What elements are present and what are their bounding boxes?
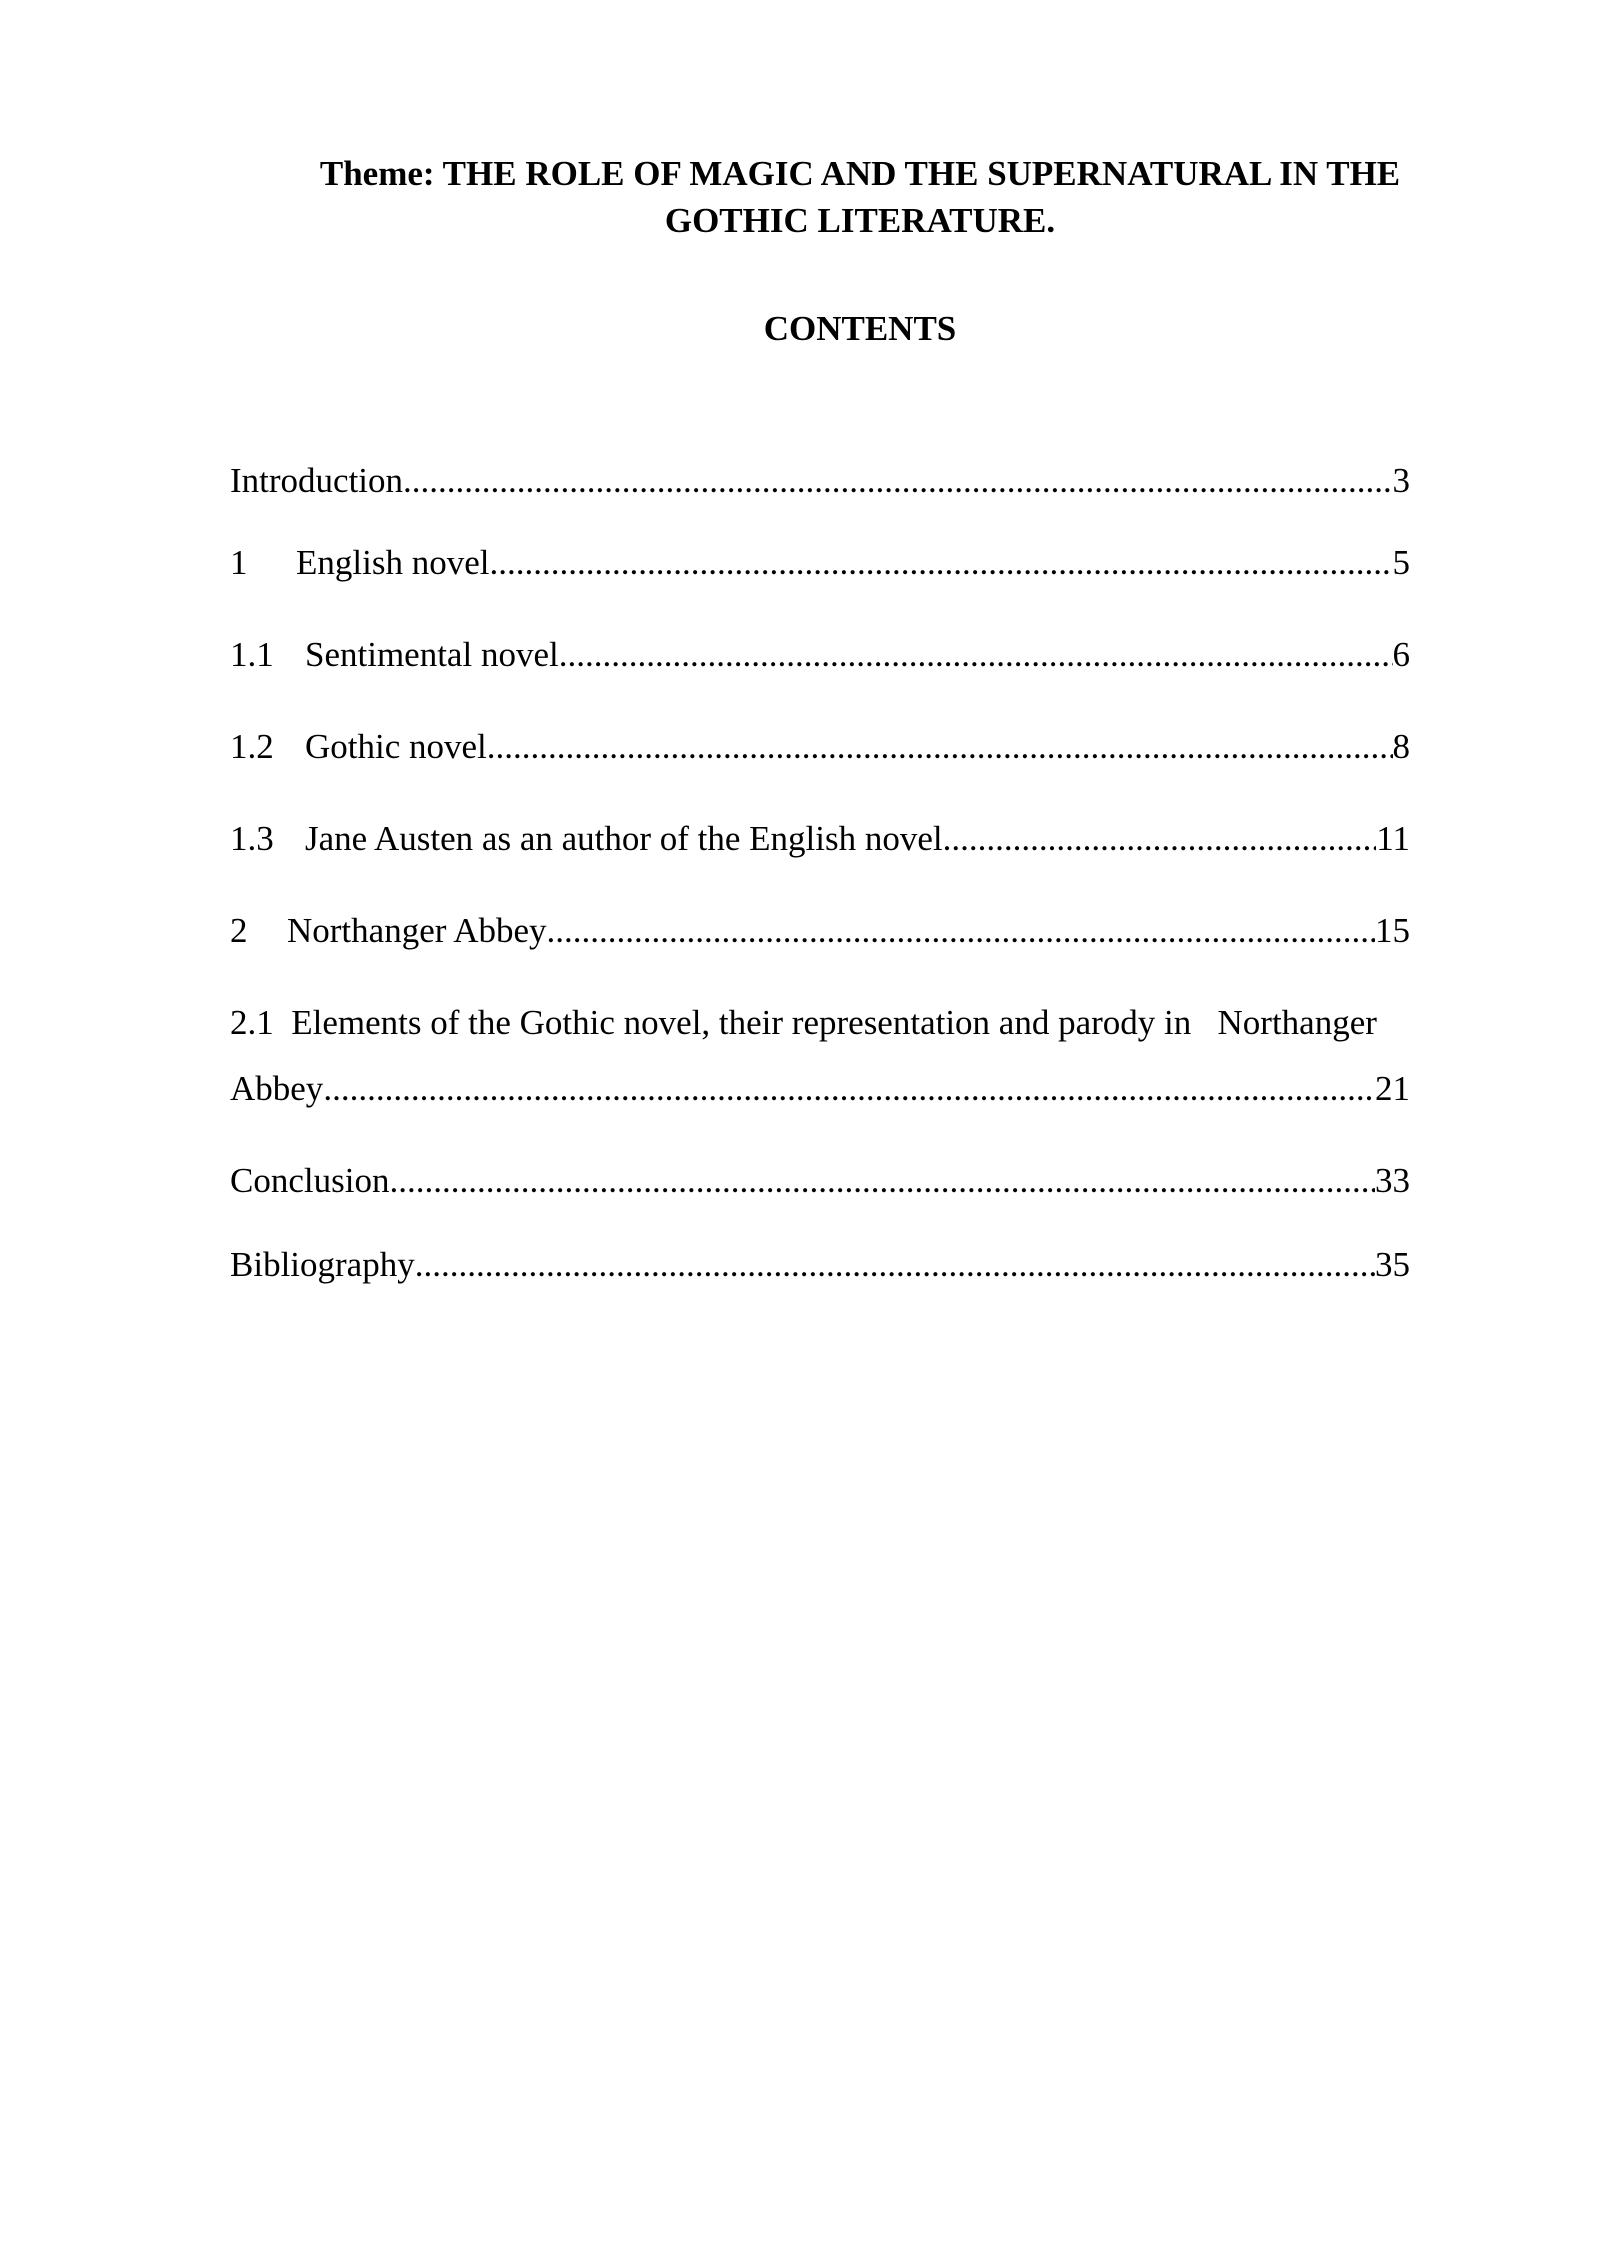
toc-entry-number: 1: [230, 543, 248, 582]
toc-entry-introduction[interactable]: [230, 458, 1410, 504]
toc-entry-title-continued: Abbey: [230, 1069, 324, 1108]
toc-leader-dots: [389, 1158, 1375, 1204]
theme-label: Theme:: [319, 154, 435, 193]
toc-entry-page: 5: [1392, 543, 1410, 582]
toc-leader-dots: [415, 1242, 1375, 1288]
toc-entry-number: 2: [230, 911, 248, 950]
toc-leader-dots: [323, 1066, 1375, 1112]
toc-entry-page: 35: [1375, 1245, 1410, 1284]
toc-entry-page: 11: [1376, 819, 1410, 858]
toc-entry-number: 2.1: [230, 1003, 274, 1042]
toc-leader-dots: [489, 540, 1392, 586]
toc-leader-dots: [943, 816, 1377, 862]
toc-entry-english-novel[interactable]: [230, 540, 1410, 586]
toc-leader-dots: [559, 632, 1393, 678]
toc-entry-page: 33: [1375, 1161, 1410, 1200]
theme-title-line-2: GOTHIC LITERATURE.: [664, 201, 1056, 240]
toc-entry-page: 8: [1392, 727, 1410, 766]
toc-entry-conclusion[interactable]: [230, 1158, 1410, 1204]
toc-entry-sentimental-novel[interactable]: [230, 632, 1410, 678]
toc-entry-northanger-abbey[interactable]: [230, 908, 1410, 954]
toc-entry-second-line: [230, 1066, 1410, 1112]
toc-entry-gothic-novel[interactable]: [230, 724, 1410, 770]
toc-leader-dots: [487, 724, 1393, 770]
toc-leader-dots: [403, 458, 1392, 504]
toc-entry-page: 3: [1392, 461, 1410, 500]
theme-title-line-1: [230, 150, 1490, 197]
toc-entry-title: Gothic novel: [305, 727, 487, 766]
toc-leader-dots: [547, 908, 1375, 954]
toc-entry-title-tail: Northanger: [1217, 1003, 1377, 1042]
toc-entry-title: Introduction: [230, 461, 404, 500]
toc-entry-title: Elements of the Gothic novel, their representation and parody in: [291, 1003, 1192, 1042]
toc-entry-number: 1.3: [230, 819, 274, 858]
toc-entry-title: Sentimental novel: [305, 635, 559, 674]
toc-entry-title: Jane Austen as an author of the English novel: [305, 819, 943, 858]
toc-entry-title: Bibliography: [230, 1245, 415, 1284]
toc-entry-title: Northanger Abbey: [287, 911, 547, 950]
toc-entry-page: 6: [1392, 635, 1410, 674]
toc-entry-title: English novel: [296, 543, 490, 582]
toc-entry-number: 1.2: [230, 727, 274, 766]
toc-entry-first-line: [230, 1000, 1470, 1046]
theme-title: [230, 150, 1490, 244]
toc-entry-title: Conclusion: [230, 1161, 390, 1200]
toc-entry-page: 15: [1375, 911, 1410, 950]
toc-entry-page: 21: [1375, 1069, 1410, 1108]
theme-title-text-1: THE ROLE OF MAGIC AND THE SUPERNATURAL IN THE: [442, 154, 1401, 193]
contents-heading: CONTENTS: [763, 309, 957, 348]
toc-entry-jane-austen[interactable]: [230, 816, 1410, 862]
toc-entry-number: 1.1: [230, 635, 274, 674]
toc-entry-bibliography[interactable]: [230, 1242, 1410, 1288]
